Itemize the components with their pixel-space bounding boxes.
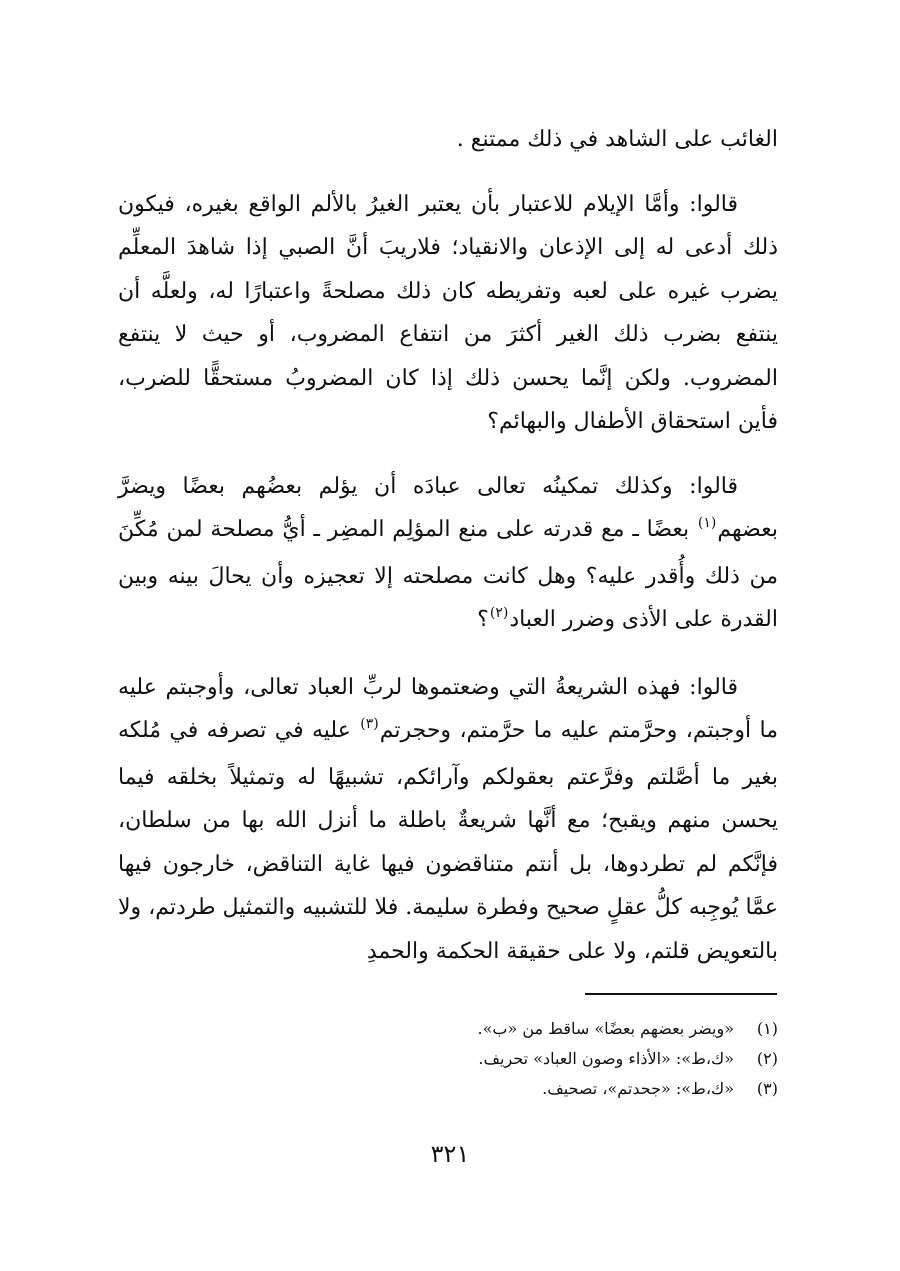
footnotes — [300, 1014, 778, 1104]
footnote — [300, 1044, 778, 1074]
footnote-text: «ك،ط»: «جحدتم»، تصحيف. — [542, 1079, 734, 1098]
paragraph-text: قالوا: فهذه الشريعةُ التي وضعتموها لربِّ العباد تعالى، وأوجبتم عليه ما أوجبتم، وحرَّمتم عليه ما حرَّمتم، وحجرتم — [118, 674, 778, 743]
footnote-number: (١) — [756, 1019, 778, 1038]
footnote-text: «ويضر بعضهم بعضًا» ساقط من «ب». — [477, 1019, 734, 1038]
paragraph — [118, 666, 778, 974]
main-text — [118, 118, 778, 994]
paragraph-text: بعضًا ـ مع قدرته على منع المؤلِم المضِر ـ أيُّ مصلحة لمن مُكِّنَ من ذلك وأُقدر عليه؟ وهل كانت مصلحته إلا تعجيزه وأن يحالَ بينه وبين القدرة على الأذى وضرر العباد — [118, 517, 778, 632]
paragraph — [118, 118, 778, 162]
paragraph — [118, 465, 778, 645]
paragraph-text: قالوا: وأمَّا الإيلام للاعتبار بأن يعتبر الغيرُ بالألم الواقع بغيره، فيكون ذلك أدعى له إلى الإذعان والانقياد؛ فلاريبَ أنَّ الصبي إذا شاهدَ المعلِّم يضرب غيره على لعبه وتفريطه كان ذلك مصلحةً واعتبارًا له، ولعلَّه أن ينتفع بضرب ذلك الغير أكثرَ من انتفاع المضروب، أو حيث لا ينتفع المضروب. ولكن إنَّما يحسن ذلك إذا كان المضروبُ مستحقًّا للضرب، فأين استحقاق الأطفال والبهائم؟ — [118, 191, 778, 434]
footnote-number: (٢) — [756, 1049, 778, 1068]
footnote — [300, 1074, 778, 1104]
paragraph-text: قالوا: وكذلك تمكينُه تعالى عبادَه أن يؤلم بعضُهم بعضًا ويضرَّ بعضهم — [118, 473, 778, 542]
footnote-number: (٣) — [756, 1079, 778, 1098]
paragraph — [118, 183, 778, 444]
footnote-marker: (٢) — [489, 605, 509, 621]
footnote-marker: (١) — [697, 515, 717, 531]
paragraph-text: الغائب على الشاهد في ذلك ممتنع . — [456, 127, 778, 152]
footnote — [300, 1014, 778, 1044]
paragraph-text: ؟ — [477, 607, 489, 632]
footnote-text: «ك،ط»: «الأذاء وصون العباد» تحريف. — [478, 1049, 734, 1068]
footnote-marker: (٣) — [360, 716, 379, 732]
page-number: ٣٢١ — [430, 1140, 470, 1168]
paragraph-text: عليه في تصرفه في مُلكه بغير ما أصَّلتم وفرَّعتم بعقولكم وآرائكم، تشبيهًا له وتمثيلاً بخلقه فيما يحسن منهم ويقبح؛ مع أنَّها شريعةٌ باطلة ما أنزل الله بها من سلطان، فإنَّكم لم تطردوها، بل أنتم متناقضون فيها غاية التناقض، خارجون فيها عمَّا يُوجِبه كلُّ عقلٍ صحيح وفطرة سليمة. فلا للتشبيه والتمثيل طردتم، ولا بالتعويض قلتم، ولا على حقيقة الحكمة والحمدِ — [118, 718, 778, 964]
footnote-separator — [585, 993, 777, 995]
